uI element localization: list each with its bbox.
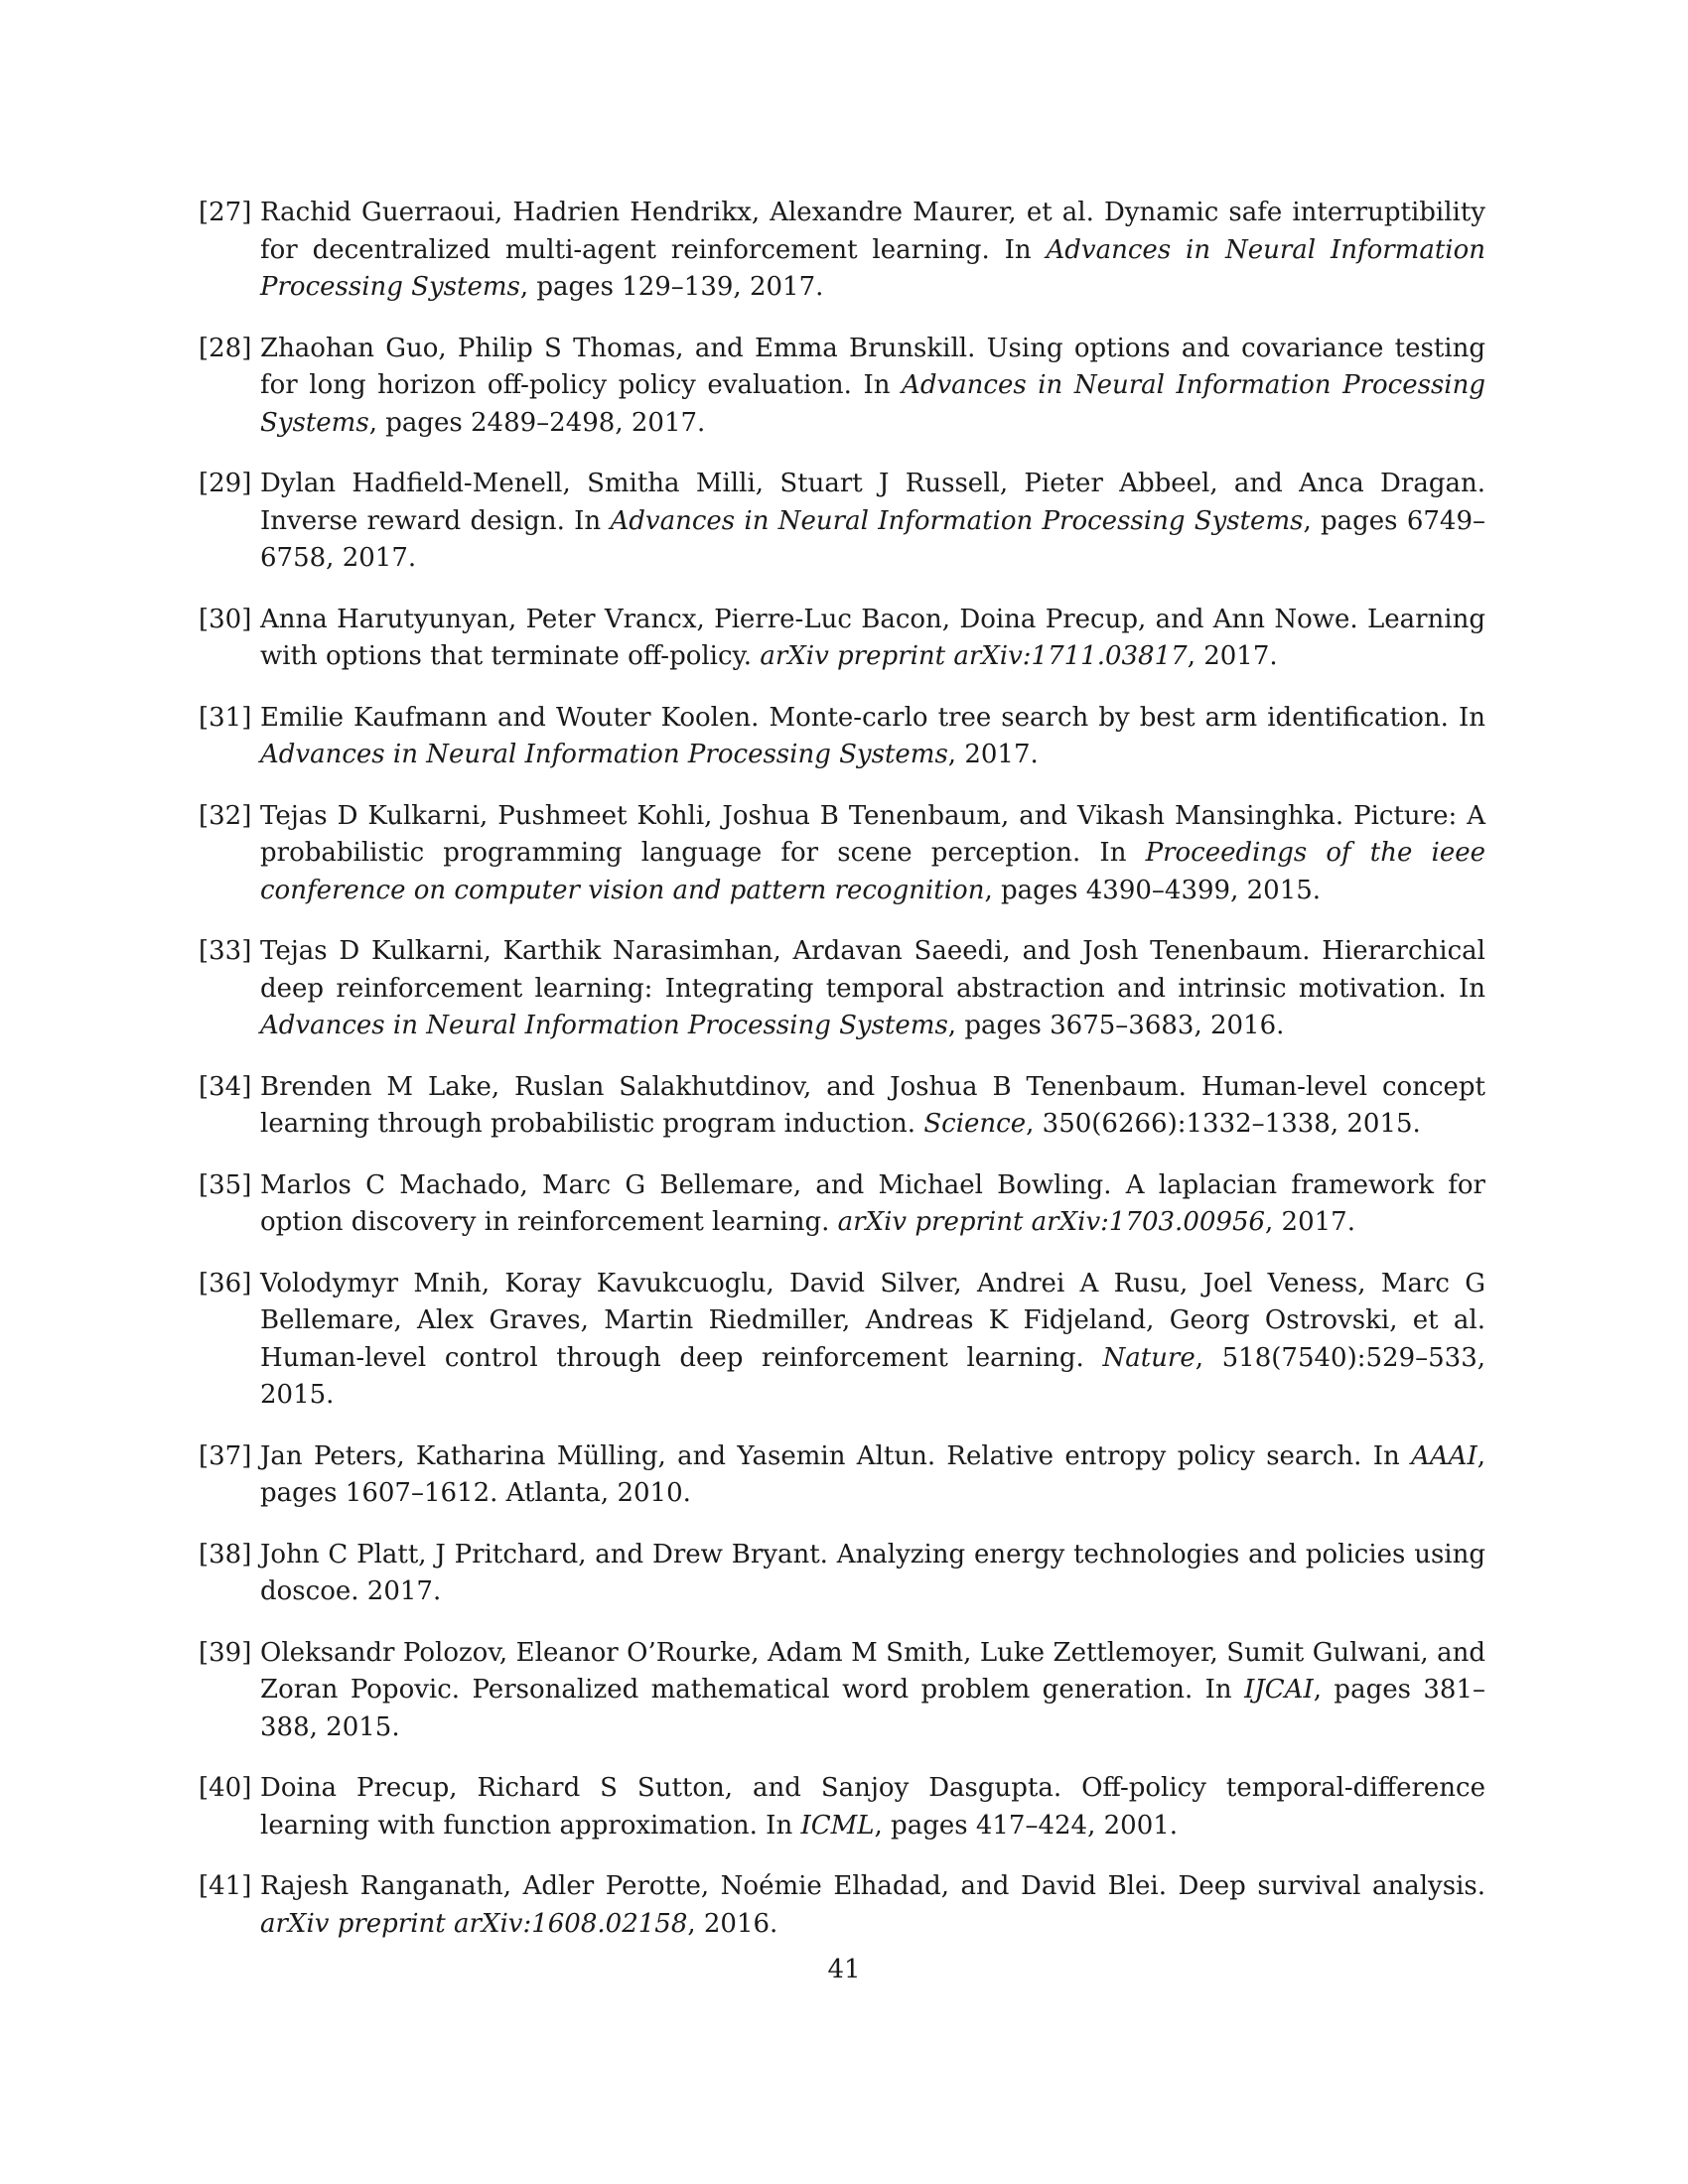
reference-text [260, 466, 1485, 578]
reference-text [260, 1167, 1485, 1242]
reference-item [199, 933, 1485, 1045]
reference-list [199, 195, 1485, 1967]
reference-text [260, 798, 1485, 910]
reference-item [199, 1266, 1485, 1415]
reference-details: , pages 129–139, 2017. [519, 272, 824, 302]
reference-number: [31] [199, 702, 252, 733]
page-number: 41 [827, 1955, 861, 1984]
reference-number: [28] [199, 333, 252, 363]
reference-text [260, 1635, 1485, 1747]
reference-number: [38] [199, 1539, 252, 1570]
reference-item [199, 1635, 1485, 1747]
reference-authors-title: Rachid Guerraoui, Hadrien Hendrikx, Alexandre Maurer, et al. Dynamic safe interruptibility for decentralized multi-agent reinforcement learning. In [260, 198, 1485, 265]
reference-authors-title: Dylan Hadfield-Menell, Smitha Milli, Stuart J Russell, Pieter Abbeel, and Anca Dragan. Inverse reward design. In [260, 469, 1485, 536]
reference-item [199, 1167, 1485, 1242]
reference-text [260, 1069, 1485, 1144]
reference-details: , pages 6749–6758, 2017. [260, 505, 1485, 573]
reference-details: , pages 417–424, 2001. [874, 1810, 1179, 1841]
reference-authors-title: Tejas D Kulkarni, Pushmeet Kohli, Joshua B Tenenbaum, and Vikash Mansinghka. Picture: A probabilistic programming language for scene perception. In [260, 800, 1485, 868]
reference-number: [34] [199, 1071, 252, 1102]
reference-item [199, 331, 1485, 443]
reference-authors-title: Volodymyr Mnih, Koray Kavukcuoglu, David Silver, Andrei A Rusu, Joel Veness, Marc G Bellemare, Alex Graves, Martin Riedmiller, Andreas K Fidjeland, Georg Ostrovski, et al. Human-level control through deep reinforcement learning. [260, 1268, 1485, 1373]
reference-item [199, 602, 1485, 676]
reference-number: [40] [199, 1773, 252, 1803]
reference-text [260, 331, 1485, 443]
reference-details: , pages 4390–4399, 2015. [984, 875, 1322, 905]
reference-details: , 2017. [947, 740, 1039, 769]
reference-text [260, 1266, 1485, 1415]
reference-text [260, 1868, 1485, 1943]
reference-authors-title: Tejas D Kulkarni, Karthik Narasimhan, Ardavan Saeedi, and Josh Tenenbaum. Hierarchical deep reinforcement learning: Integrating temporal abstraction and intrinsic motivation. In [260, 936, 1485, 1004]
reference-item [199, 1537, 1485, 1611]
reference-details: , 350(6266):1332–1338, 2015. [1026, 1109, 1421, 1139]
reference-number: [29] [199, 469, 252, 498]
reference-item [199, 798, 1485, 910]
reference-text [260, 933, 1485, 1045]
reference-venue: arXiv preprint arXiv:1703.00956 [837, 1207, 1266, 1237]
reference-details: , 2016. [687, 1908, 778, 1939]
reference-number: [35] [199, 1169, 252, 1200]
reference-venue: Advances in Neural Information Processing Systems [260, 370, 1486, 438]
reference-text [260, 1438, 1485, 1513]
reference-number: [41] [199, 1871, 252, 1901]
reference-item [199, 1069, 1485, 1144]
reference-text [260, 195, 1485, 307]
reference-authors-title: Anna Harutyunyan, Peter Vrancx, Pierre-Luc Bacon, Doina Precup, and Ann Nowe. Learning with options that terminate off-policy. [260, 604, 1485, 671]
reference-authors-title: Emilie Kaufmann and Wouter Koolen. Monte-carlo tree search by best arm identification. In [260, 702, 1485, 733]
reference-venue: Advances in Neural Information Processing Systems [610, 505, 1304, 536]
reference-authors-title: Brenden M Lake, Ruslan Salakhutdinov, and Joshua B Tenenbaum. Human-level concept learning through probabilistic program induction. [260, 1071, 1485, 1139]
reference-authors-title: Oleksandr Polozov, Eleanor O’Rourke, Adam M Smith, Luke Zettlemoyer, Sumit Gulwani, and Zoran Popovic. Personalized mathematical word problem generation. In [260, 1637, 1485, 1705]
reference-number: [30] [199, 604, 252, 634]
reference-details: , pages 2489–2498, 2017. [368, 407, 706, 438]
reference-authors-title: Doina Precup, Richard S Sutton, and Sanjoy Dasgupta. Off-policy temporal-difference learning with function approximation. In [260, 1773, 1485, 1841]
reference-authors-title: Zhaohan Guo, Philip S Thomas, and Emma Brunskill. Using options and covariance testing for long horizon off-policy policy evaluation. In [260, 333, 1485, 400]
reference-item [199, 1770, 1485, 1844]
reference-details: , 2017. [1187, 641, 1278, 671]
reference-text [260, 700, 1485, 774]
reference-number: [39] [199, 1637, 252, 1668]
reference-venue: IJCAI [1244, 1675, 1314, 1705]
reference-number: [33] [199, 936, 252, 966]
reference-venue: AAAI [1411, 1440, 1477, 1471]
reference-venue: Advances in Neural Information Processing Systems [260, 234, 1485, 302]
reference-venue: ICML [800, 1810, 875, 1841]
reference-authors-title: Marlos C Machado, Marc G Bellemare, and Michael Bowling. A laplacian framework for option discovery in reinforcement learning. [260, 1169, 1485, 1237]
reference-item [199, 195, 1485, 307]
reference-number: [32] [199, 800, 252, 831]
reference-details: , 518(7540):529–533, 2015. [260, 1342, 1486, 1410]
reference-authors-title: Jan Peters, Katharina Mülling, and Yasemin Altun. Relative entropy policy search. In [260, 1440, 1412, 1471]
reference-number: [37] [199, 1440, 252, 1471]
reference-venue: Nature [1102, 1342, 1196, 1373]
reference-authors-title: Rajesh Ranganath, Adler Perotte, Noémie Elhadad, and David Blei. Deep survival analysis. [260, 1871, 1485, 1901]
reference-text [260, 1537, 1485, 1611]
reference-venue: arXiv preprint arXiv:1608.02158 [260, 1908, 688, 1939]
reference-details: , pages 3675–3683, 2016. [947, 1011, 1285, 1040]
reference-venue: Proceedings of the ieee conference on computer vision and pattern recognition [260, 838, 1485, 905]
reference-text [260, 602, 1485, 676]
reference-authors-title: John C Platt, J Pritchard, and Drew Bryant. Analyzing energy technologies and policies using doscoe. 2017. [260, 1539, 1485, 1606]
reference-venue: Science [923, 1109, 1027, 1139]
reference-venue: Advances in Neural Information Processing Systems [260, 740, 948, 769]
reference-item [199, 466, 1485, 578]
reference-details: , pages 1607–1612. Atlanta, 2010. [260, 1440, 1485, 1508]
reference-text [260, 1770, 1485, 1844]
reference-number: [36] [199, 1268, 252, 1298]
reference-item [199, 700, 1485, 774]
reference-details: , pages 381–388, 2015. [260, 1675, 1486, 1742]
reference-item [199, 1868, 1485, 1943]
reference-number: [27] [199, 198, 252, 227]
reference-venue: arXiv preprint arXiv:1711.03817 [760, 641, 1188, 671]
reference-venue: Advances in Neural Information Processing Systems [260, 1011, 948, 1040]
reference-item [199, 1438, 1485, 1513]
reference-details: , 2017. [1265, 1207, 1355, 1237]
